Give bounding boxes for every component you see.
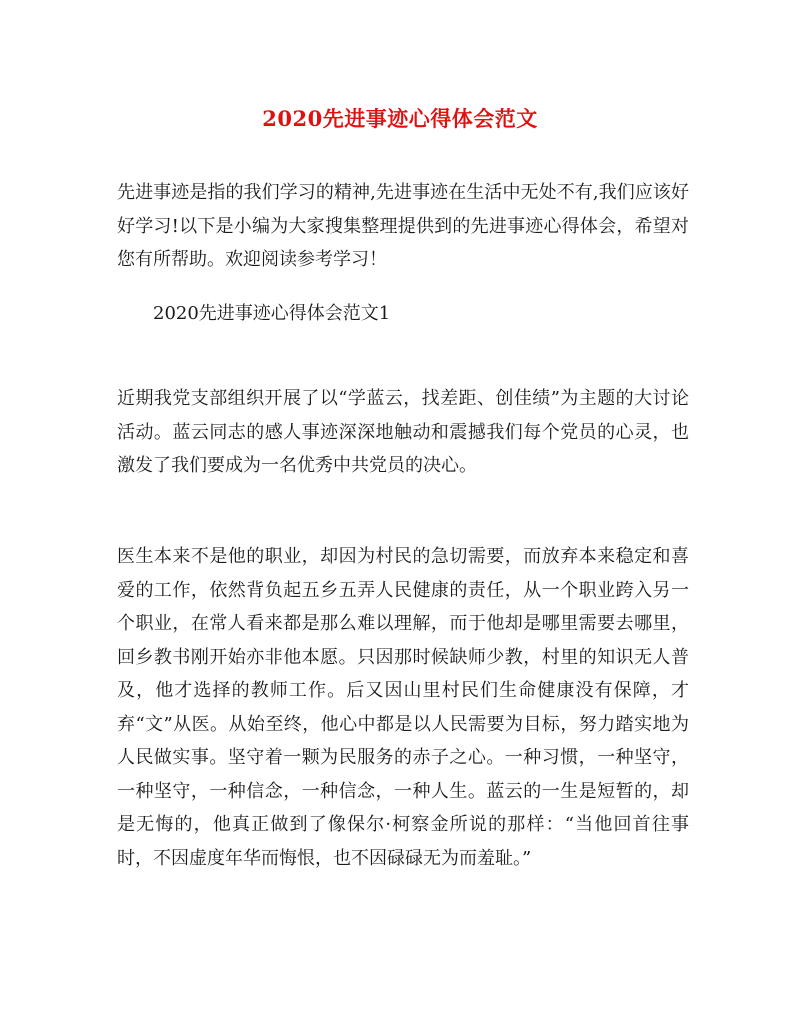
intro-paragraph: 先进事迹是指的我们学习的精神,先进事迹在生活中无处不有,我们应该好好学习!以下是小编为大家搜集整理提供到的先进事迹心得体会，希望对您有所帮助。欢迎阅读参考学习！: [117, 182, 689, 270]
document-title: 2020先进事迹心得体会范文: [262, 106, 538, 131]
body-paragraph-1: 近期我党支部组织开展了以“学蓝云，找差距、创佳绩”为主题的大讨论活动。蓝云同志的感人事迹深深地触动和震撼我们每个党员的心灵，也激发了我们要成为一名优秀中共党员的决心。: [117, 388, 689, 476]
body-paragraph-2: 医生本来不是他的职业，却因为村民的急切需要，而放弃本来稳定和喜爱的工作，依然背负起五乡五弄人民健康的责任，从一个职业跨入另一个职业，在常人看来都是那么难以理解，而于他却是哪里需要去哪里，回乡教书刚开始亦非他本愿。只因那时候缺师少教，村里的知识无人普及，他才选择的教师工作。后又因山里村民们生命健康没有保障，才弃“文”从医。从始至终，他心中都是以人民需要为目标，努力踏实地为人民做实事。坚守着一颗为民服务的赤子之心。一种习惯，一种坚守，一种坚守，一种信念，一种信念，一种人生。蓝云的一生是短暂的，却是无悔的，他真正做到了像保尔·柯察金所说的那样：“当他回首往事时，不因虚度年华而悔恨，也不因碌碌无为而羞耻。”: [117, 546, 689, 869]
section-heading: 2020先进事迹心得体会范文1: [153, 303, 391, 324]
